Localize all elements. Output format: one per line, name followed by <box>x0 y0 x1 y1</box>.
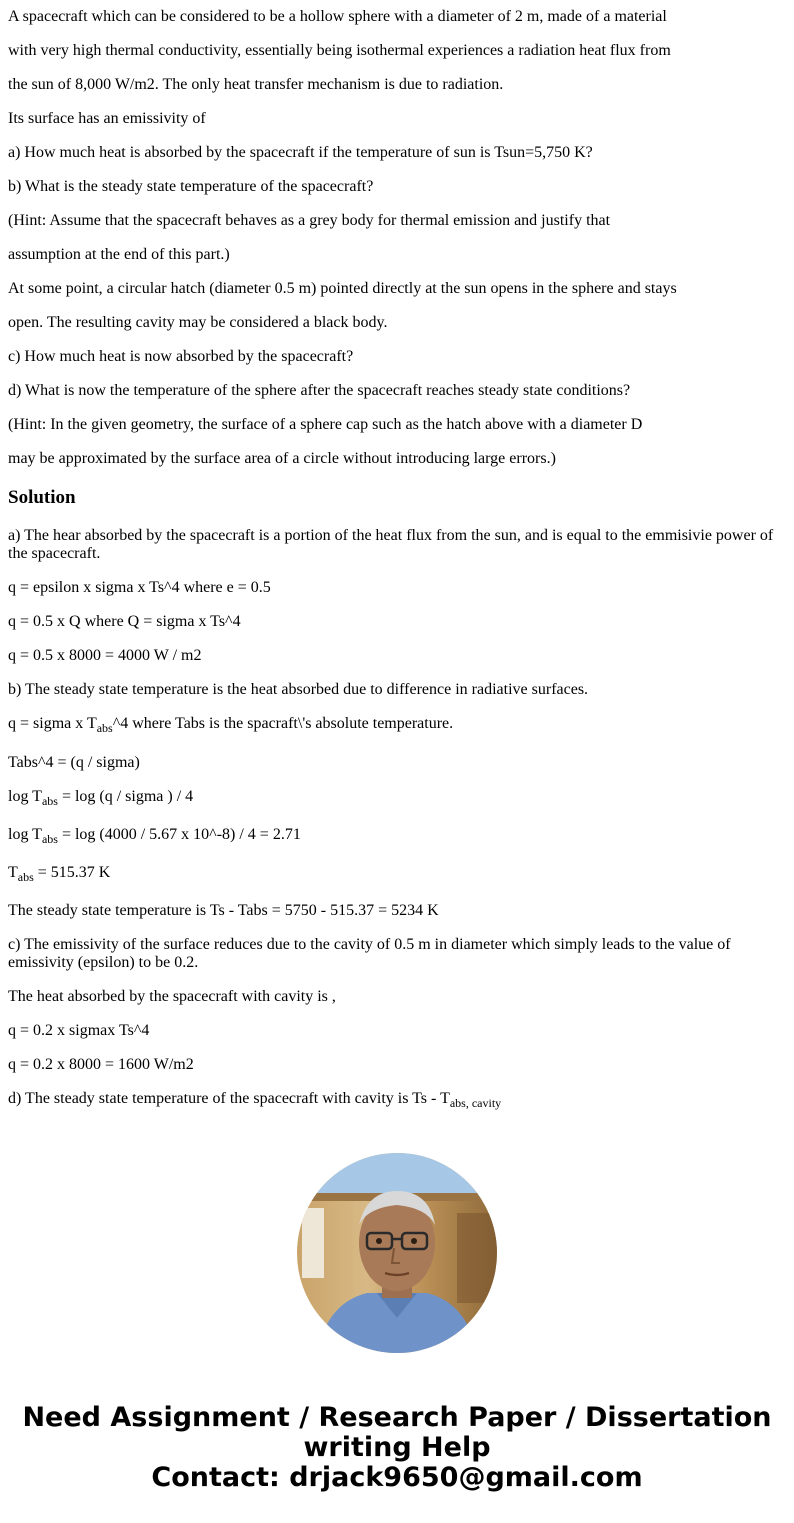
question-line-13: (Hint: In the given geometry, the surface of a sphere cap such as the hatch above with a diameter D <box>8 416 643 433</box>
question-line-3: the sun of 8,000 W/m2. The only heat transfer mechanism is due to radiation. <box>8 76 504 93</box>
author-avatar <box>297 1153 497 1353</box>
solution-c-step-2: q = 0.2 x sigmax Ts^4 <box>8 1022 150 1039</box>
question-line-10: open. The resulting cavity may be considered a black body. <box>8 314 388 331</box>
question-line-1: A spacecraft which can be considered to be a hollow sphere with a diameter of 2 m, made of a material <box>8 8 667 25</box>
solution-c-step-1: The heat absorbed by the spacecraft with cavity is , <box>8 988 336 1005</box>
solution-a-step-1: q = epsilon x sigma x Ts^4 where e = 0.5 <box>8 579 271 596</box>
solution-c-step-3: q = 0.2 x 8000 = 1600 W/m2 <box>8 1056 194 1073</box>
solution-b-step-1 <box>8 715 786 733</box>
footer-line-1: Need Assignment / Research Paper / Dissertation <box>22 1402 772 1433</box>
formula-text: = log (q / sigma ) / 4 <box>57 788 194 805</box>
question-line-9: At some point, a circular hatch (diameter 0.5 m) pointed directly at the sun opens in the sphere and stays <box>8 280 677 297</box>
formula-subscript: abs <box>41 794 58 808</box>
solution-b-intro: b) The steady state temperature is the heat absorbed due to difference in radiative surfaces. <box>8 681 589 698</box>
question-line-11: c) How much heat is now absorbed by the spacecraft? <box>8 348 354 365</box>
solution-b-step-6: The steady state temperature is Ts - Tabs = 5750 - 515.37 = 5234 K <box>8 902 439 919</box>
formula-subscript: abs <box>96 721 113 735</box>
solution-b-step-2: Tabs^4 = (q / sigma) <box>8 754 140 771</box>
solution-b-step-4 <box>8 826 786 844</box>
formula-text: log T <box>8 788 42 805</box>
formula-subscript: abs <box>17 870 34 884</box>
question-line-8: assumption at the end of this part.) <box>8 246 230 263</box>
solution-a-step-3: q = 0.5 x 8000 = 4000 W / m2 <box>8 647 202 664</box>
formula-text: = 515.37 K <box>33 864 111 881</box>
question-line-7: (Hint: Assume that the spacecraft behaves as a grey body for thermal emission and justify that <box>8 212 611 229</box>
solution-a-step-2: q = 0.5 x Q where Q = sigma x Ts^4 <box>8 613 241 630</box>
footer-banner <box>0 1403 794 1493</box>
question-line-6: b) What is the steady state temperature of the spacecraft? <box>8 178 374 195</box>
solution-c-intro: c) The emissivity of the surface reduces due to the cavity of 0.5 m in diameter which simply leads to the value of emissivity (epsilon) to be 0.2. <box>8 936 731 971</box>
solution-heading: Solution <box>8 487 76 508</box>
question-line-4: Its surface has an emissivity of <box>8 110 206 127</box>
formula-text: = log (4000 / 5.67 x 10^-8) / 4 = 2.71 <box>57 826 301 843</box>
formula-text: ^4 where Tabs is the spacraft\'s absolute temperature. <box>112 715 454 732</box>
footer-contact: Contact: drjack9650@gmail.com <box>151 1462 643 1493</box>
question-line-5: a) How much heat is absorbed by the spacecraft if the temperature of sun is Tsun=5,750 K? <box>8 144 593 161</box>
formula-subscript: abs, cavity <box>449 1096 502 1110</box>
solution-b-step-3 <box>8 788 786 806</box>
solution-b-step-5 <box>8 864 786 882</box>
formula-text: q = sigma x T <box>8 715 97 732</box>
solution-d-line <box>8 1090 786 1108</box>
formula-text: log T <box>8 826 42 843</box>
question-line-12: d) What is now the temperature of the sphere after the spacecraft reaches steady state conditions? <box>8 382 631 399</box>
formula-subscript: abs <box>41 832 58 846</box>
author-portrait-image <box>297 1153 497 1353</box>
footer-line-2: writing Help <box>303 1432 491 1463</box>
formula-text: d) The steady state temperature of the spacecraft with cavity is Ts - T <box>8 1090 450 1107</box>
formula-text: T <box>8 864 18 881</box>
question-line-14: may be approximated by the surface area of a circle without introducing large errors.) <box>8 450 556 467</box>
question-line-2: with very high thermal conductivity, essentially being isothermal experiences a radiation heat flux from <box>8 42 671 59</box>
solution-a-intro: a) The hear absorbed by the spacecraft is a portion of the heat flux from the sun, and is equal to the emmisivie power of the spacecraft. <box>8 527 774 562</box>
